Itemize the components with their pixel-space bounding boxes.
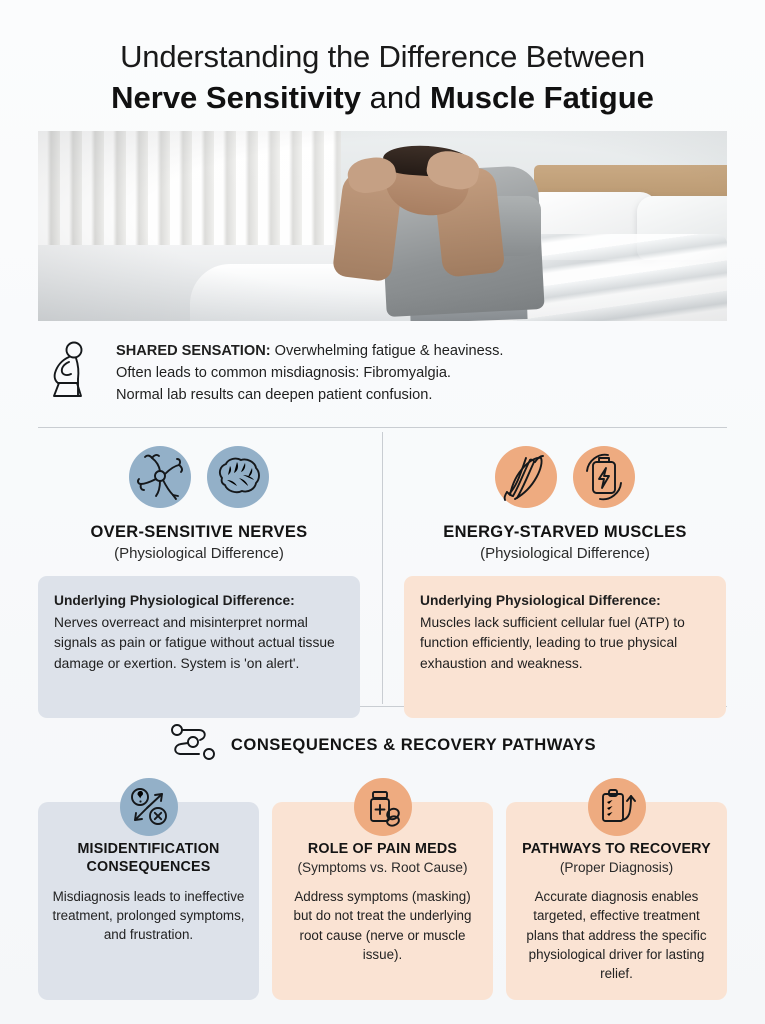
column-nerves-panel (38, 576, 360, 718)
consequences-header (0, 722, 765, 767)
pathway-flow-icon (169, 722, 217, 767)
card-pain-meds (272, 802, 493, 1000)
bottom-cards (38, 802, 727, 1000)
card-pathways-recovery-title: PATHWAYS TO RECOVERY (522, 841, 711, 857)
column-muscles-panel-body: Muscles lack sufficient cellular fuel (ATP) to function efficiently, leading to true physical exhaustion and weakness. (420, 614, 685, 671)
column-muscles-icons (404, 446, 726, 508)
title-term-muscle: Muscle Fatigue (429, 79, 654, 115)
shared-sensation-text (116, 336, 503, 407)
column-nerves-heading: OVER-SENSITIVE NERVES (90, 523, 308, 541)
muscle-fiber-icon (495, 446, 557, 508)
clipboard-checklist-arrow-icon (588, 778, 646, 836)
pill-bottle-icon (354, 778, 412, 836)
exhausted-person-sitting-icon (38, 336, 100, 403)
divider-top (38, 427, 727, 428)
column-nerves-panel-body: Nerves overreact and misinterpret normal signals as pain or fatigue without actual tissue damage or exertion. System is 'on alert'. (54, 614, 335, 671)
card-misidentification-body: Misdiagnosis leads to ineffective treatment, prolonged symptoms, and frustration. (52, 888, 245, 943)
column-nerves-panel-label: Underlying Physiological Difference: (54, 593, 295, 609)
card-pathways-recovery (506, 802, 727, 1000)
card-misidentification-title (51, 840, 246, 877)
card-misidentification-title-line2: CONSEQUENCES (86, 859, 211, 876)
title-conjunction: and (360, 79, 430, 115)
shared-sensation-line-1: Overwhelming fatigue & heaviness. (270, 343, 504, 359)
shared-sensation-label: SHARED SENSATION: (116, 343, 271, 359)
question-cross-arrows-icon (120, 778, 178, 836)
column-muscles-heading: ENERGY-STARVED MUSCLES (443, 523, 687, 541)
consequences-title: CONSEQUENCES & RECOVERY PATHWAYS (230, 734, 597, 754)
shared-sensation-line-3: Normal lab results can deepen patient confusion. (116, 387, 433, 404)
card-misidentification-title-line1: MISIDENTIFICATION (77, 841, 220, 857)
title-line-2 (0, 79, 765, 117)
page-title (0, 0, 765, 117)
hero-photo (38, 131, 727, 321)
battery-energy-icon (573, 446, 635, 508)
column-muscles-panel-label: Underlying Physiological Difference: (420, 593, 661, 609)
column-muscles (382, 446, 726, 718)
column-nerves-icons (38, 446, 360, 508)
card-pathways-recovery-body: Accurate diagnosis enables targeted, effective treatment plans that address the specific physiological driver for lasting relief. (526, 888, 707, 982)
card-pain-meds-subtitle: (Symptoms vs. Root Cause) (297, 860, 468, 876)
column-muscles-panel (404, 576, 726, 718)
card-pain-meds-title: ROLE OF PAIN MEDS (307, 841, 458, 857)
column-nerves (38, 446, 382, 718)
card-pain-meds-body: Address symptoms (masking) but do not treat the underlying root cause (nerve or muscle issue). (293, 888, 472, 962)
neuron-icon (129, 446, 191, 508)
column-muscles-subheading: (Physiological Difference) (480, 545, 650, 563)
comparison-columns (38, 446, 727, 718)
brain-icon (207, 446, 269, 508)
photo-vignette (38, 131, 727, 321)
card-pathways-recovery-subtitle: (Proper Diagnosis) (559, 860, 674, 876)
card-misidentification (38, 802, 259, 1000)
shared-sensation-line-2: Often leads to common misdiagnosis: Fibromyalgia. (116, 365, 451, 382)
shared-sensation-section (38, 336, 727, 407)
title-line-1: Understanding the Difference Between (120, 39, 645, 74)
title-term-nerve: Nerve Sensitivity (111, 79, 361, 115)
column-nerves-subheading: (Physiological Difference) (114, 545, 284, 563)
